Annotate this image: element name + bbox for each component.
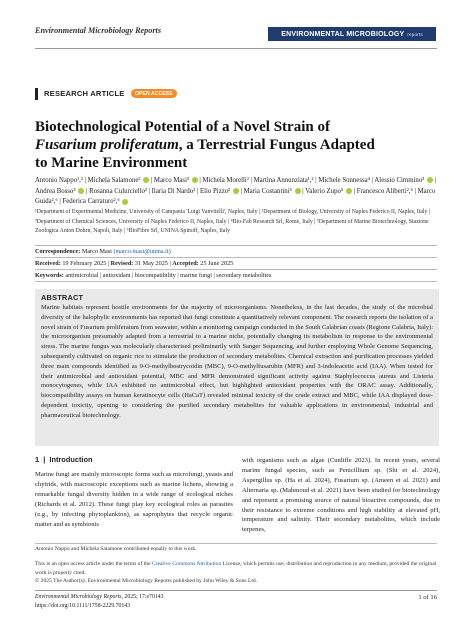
open-access-badge[interactable]: OPEN ACCESS (131, 89, 177, 98)
correspondence-name: Marco Masi (81, 248, 112, 255)
author-separator: | (82, 177, 88, 184)
header-divider (35, 48, 437, 49)
divider (35, 269, 437, 270)
journal-logo-sub: reports (407, 31, 423, 37)
license-text-2: License, which permits use, distribution and reproduction in any medium, provided the original work is properly cited. (35, 561, 437, 576)
author-separator: | (351, 187, 357, 195)
author-name[interactable]: Valerio Zupo⁵ (305, 187, 345, 195)
author-separator: | (57, 198, 63, 206)
divider (35, 281, 437, 282)
article-title (35, 118, 440, 172)
section-title: Introduction (49, 455, 93, 464)
author-separator: | (432, 177, 436, 184)
author-name[interactable]: Michela Salamone² (87, 177, 143, 184)
page-number: 1 of 16 (418, 594, 437, 601)
author-name[interactable]: Marco Masi³ (153, 177, 191, 184)
section-number: 1 (35, 455, 40, 464)
footer-divider (35, 590, 437, 591)
keywords-text: antimicrobial | antioxidant | biocompatibility | marine fungi | secondary metabolites (65, 272, 272, 279)
author-name[interactable]: Rosanna Culurciello² (89, 187, 147, 195)
orcid-icon[interactable] (122, 199, 128, 205)
accepted-label: Accepted: (172, 260, 199, 267)
footer-volume: , 2025; 17:e70143 (121, 594, 164, 600)
author-separator: | (84, 187, 90, 195)
copyright: © 2025 The Author(s). Environmental Microbiology Reports published by John Wiley & Sons Ltd. (35, 578, 258, 585)
author-separator: | (313, 177, 319, 184)
revised-label: Revised: (110, 260, 134, 267)
author-separator: | (370, 177, 375, 184)
author-separator: | (149, 177, 154, 184)
author-name[interactable]: Elio Pizzo² (200, 187, 232, 195)
author-name[interactable]: Michela Morelli² (202, 177, 249, 184)
author-separator: | (238, 187, 244, 195)
article-type-bar (35, 88, 38, 100)
title-line-2 (35, 136, 440, 154)
intro-right-column: with organisms such as algae (Cunliffe 2023). In recent years, several marine fungal species, such as Penicillium sp. (Shi et al. 2024), Aspergillus sp. (Ha et al. 2024), Fusarium sp. (Ameen et al. 2021) and Alternaria sp. (Mahmoud et al. 2021) have been studied for biotechnology and represent a promising source of natural bioactive compounds, due to their resistance to extreme conditions and high stability at elevated pH, temperature and salinity. Their secondary metabolites, which include terpenes, (242, 457, 440, 534)
author-name[interactable]: Francesco Aliberti²,⁶ (356, 187, 413, 195)
author-name[interactable]: Andrea Bosso⁵ (35, 187, 78, 195)
article-type: RESEARCH ARTICLE (44, 89, 125, 98)
accepted-date: 25 June 2025 (200, 260, 234, 267)
revised-date: 31 May 2025 (134, 260, 168, 267)
correspondence-email[interactable]: (marco.masi@unina.it) (113, 248, 171, 255)
license-text-1: This is an open access article under the terms of the (35, 561, 152, 567)
divider (35, 245, 437, 246)
equal-contribution-note: Antonio Nappo and Michela Salamone contributed equally to this work. (35, 546, 197, 552)
footer-citation (35, 593, 164, 610)
keywords-label: Keywords: (35, 272, 64, 279)
footer-journal-name: Environmental Microbiology Reports (35, 594, 122, 600)
received-label: Received: (35, 260, 61, 267)
affiliations: ¹Department of Experimental Medicine, University of Campania 'Luigi Vanvitelli', Naples, Italy | ²Department of Biology, University of Naples Federico II, Naples, Italy | ³Department of Chemical Sciences, University of Naples Federico II, Naples, Italy | ⁴Bio-Fab Research Srl, Rome, Italy | ⁵Department of Marine Biotechnology, Stazione Zoologica Anton Dohrn, Napoli, Italy | ⁶BioFibre Srl, UNINA Spinoff, Naples, Italy (35, 209, 431, 235)
article-dates: Received: 19 February 2025 | Revised: 31 May 2025 | Accepted: 25 June 2025 (35, 260, 234, 267)
correspondence (35, 248, 440, 255)
author-separator: | (412, 187, 418, 195)
intro-left-column: Marine fungi are mainly microscopic forms such as microfungi, yeasts and chytrids, with macroscopic exceptions such as marine lichens, showing a remarkable fungal diversity hidden in a wide range of ecological niches (Richards et al. 2012). These fungi play key ecological roles as parasites (e.g., by infecting phytoplankton), as saprophytes that recycle organic matter and as symbionts (35, 471, 233, 528)
section-heading: 1 | Introduction (35, 455, 93, 464)
author-separator: | (195, 187, 200, 195)
author-name[interactable]: Maria Costantini⁵ (243, 187, 294, 195)
author-separator: | (146, 187, 152, 195)
author-name[interactable]: Alessio Cimmino³ (374, 177, 426, 184)
author-separator: | (197, 177, 203, 184)
title-line-2-rest: , a Terrestrial Fungus Adapted (178, 137, 375, 153)
author-name[interactable]: Michele Sonnessa⁴ (318, 177, 370, 184)
keywords (35, 272, 440, 279)
license-link[interactable]: Creative Commons Attribution (151, 561, 222, 567)
title-line-1: Biotechnological Potential of a Novel Strain of (35, 119, 330, 135)
title-species: Fusarium proliferatum (35, 137, 179, 153)
title-line-3: to Marine Environment (35, 155, 188, 171)
abstract-heading: ABSTRACT (41, 293, 84, 302)
author-list (35, 176, 440, 208)
footer-doi[interactable]: https://doi.org/10.1111/1758-2229.70143 (35, 602, 131, 609)
author-name[interactable]: Federica Carraturo²,⁶ (62, 198, 122, 206)
journal-name: Environmental Microbiology Reports (35, 26, 162, 35)
author-separator: | (300, 187, 306, 195)
divider (35, 257, 437, 258)
license-notice (35, 560, 440, 586)
author-name[interactable]: Ilaria Di Nardo² (151, 187, 196, 195)
author-name[interactable]: Marco Guida²,⁶ (35, 187, 436, 206)
author-name[interactable]: Antonio Nappo¹,² (35, 177, 83, 184)
author-name[interactable]: Martina Annunziata¹,² (253, 177, 314, 184)
correspondence-label: Correspondence: (35, 248, 81, 255)
footnote-divider (35, 543, 437, 544)
journal-logo-text: ENVIRONMENTAL MICROBIOLOGY (281, 30, 405, 38)
author-separator: | (248, 177, 254, 184)
journal-logo (268, 27, 436, 41)
received-date: 19 February 2025 (62, 260, 107, 267)
abstract-text: Marine habitats represent hostile environments for the majority of microorganisms. Nonetheless, in the last decades, the study of the microbial diversity of the halophylic environments has reported that fungi constitute a quantitatively relevant component. The research reports the isolation of a novel strain of Fusarium proliferatum from seawater, within a monitoring campaign conducted in the South Calabrian coasts (Regione Calabria, Italy): the microorganism presumably adapted from a terrestrial to a marine niche, potentially changing its metabolism in response to the environmental stress. The marine fungus was molecularly characterised preliminarily with Sanger Sequencing, and further employing Whole Genome Sequencing, subsequently cultivated on organic rice to stimulate the production of secondary metabolites. Chemical extraction and purification processes yielded three main compounds identified as 9-O-methylbostrycoidin (MBC), 9-O-methylfusarubin (MFR) and 3-indoleacetic acid (IAA). When tested for their antimicrobial and antioxidant potential, MBC and MFR demonstrated significant activity against Staphylococcus aureus and Listeria monocytogenes, while IAA exhibited no antimicrobial effect, but highlighted antioxidant properties with the ORAC assay. Additionally, biocompatibility assays on human keratinocyte cells (HaCaT) revealed minimal toxicity of the crude extract and MBC, while IAA displayed dose-dependent toxicity, opening to considering the purified secondary metabolites for valuable applications in environmental, industrial and pharmaceutical biotechnology. (41, 304, 433, 419)
